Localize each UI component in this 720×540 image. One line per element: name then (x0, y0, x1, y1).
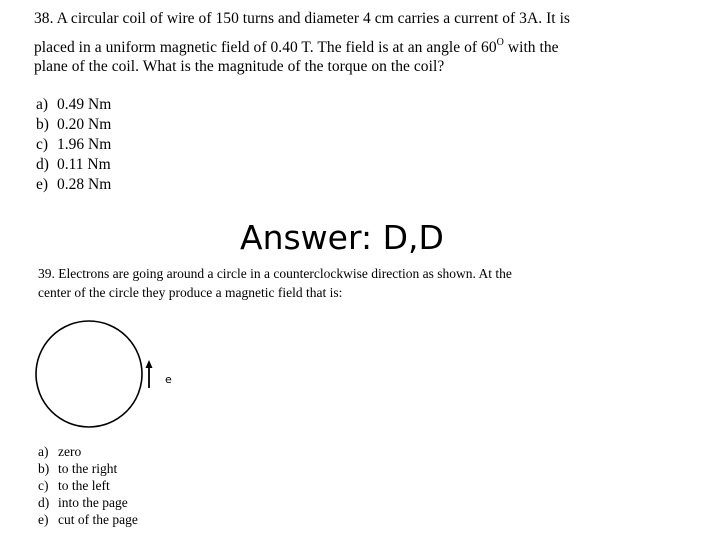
q39-option-a (38, 444, 81, 460)
q38-line-2-tail: with the (503, 39, 559, 57)
q38-option-letter: e) (36, 176, 49, 193)
answer-text: Answer: D,D (240, 218, 444, 257)
q38-option-letter: c) (36, 136, 49, 153)
q38-line-2-main: placed in a uniform magnetic field of 0.40 T. The field is at an angle of 60 (34, 39, 497, 57)
electron-path-circle (36, 321, 142, 427)
q38-option-text: 0.11 Nm (57, 156, 111, 173)
degree-sign: O (496, 37, 504, 48)
q39-option-text: zero (58, 444, 82, 459)
q38-option-letter: b) (36, 116, 49, 133)
q39-option-letter: c) (38, 478, 49, 493)
q39-option-c (38, 478, 110, 494)
q38-option-text: 0.28 Nm (57, 176, 112, 193)
q38-option-text: 0.49 Nm (57, 96, 112, 113)
q39-option-e (38, 512, 138, 528)
q38-option-text: 1.96 Nm (57, 136, 112, 153)
electron-direction-arrowhead (146, 360, 153, 368)
q38-option-a (36, 96, 111, 114)
q39-option-text: to the right (58, 461, 118, 476)
electron-circle-diagram (30, 310, 170, 435)
q38-text-line-3: plane of the coil. What is the magnitude of the torque on the coil? (34, 58, 445, 75)
q38-option-text: 0.20 Nm (57, 116, 112, 133)
q39-option-letter: a) (38, 444, 49, 459)
q38-option-b (36, 116, 111, 134)
q39-text-line-2: center of the circle they produce a magnetic field that is: (38, 285, 343, 300)
q39-option-text: into the page (58, 495, 128, 510)
q39-text-line-1: 39. Electrons are going around a circle in a counterclockwise direction as shown. At the (38, 266, 512, 281)
q39-option-letter: b) (38, 461, 50, 476)
q38-option-letter: a) (36, 96, 49, 113)
q38-option-d (36, 156, 111, 174)
q38-text-line-2 (34, 38, 559, 57)
q39-option-text: to the left (58, 478, 110, 493)
q39-option-letter: e) (38, 512, 49, 527)
q38-text-line-1: 38. A circular coil of wire of 150 turns and diameter 4 cm carries a current of 3A. It is (34, 10, 571, 27)
q39-option-d (38, 495, 128, 511)
q38-option-c (36, 136, 111, 154)
q39-option-b (38, 461, 117, 477)
q39-option-letter: d) (38, 495, 50, 510)
q39-option-text: cut of the page (58, 512, 138, 527)
q38-option-e (36, 176, 111, 194)
electron-label: e (165, 373, 172, 386)
q38-option-letter: d) (36, 156, 49, 173)
